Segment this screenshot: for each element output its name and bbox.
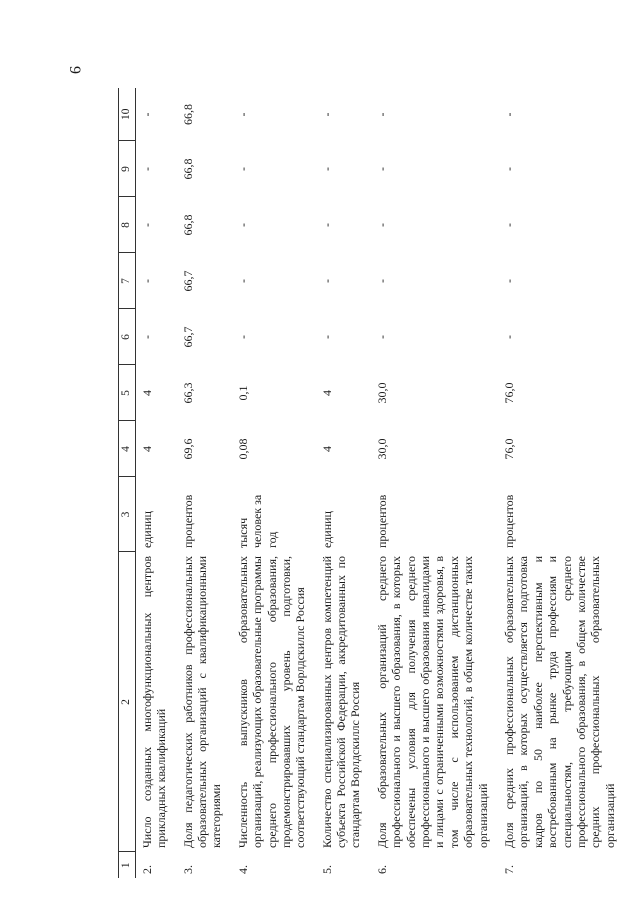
value-cell: - (139, 335, 154, 339)
value-cell: - (235, 279, 250, 283)
value-cell: - (139, 112, 154, 117)
column-header: 2 (119, 552, 136, 852)
value-cell: - (319, 112, 334, 117)
column-header: 7 (119, 253, 136, 309)
row-number: 7. (502, 865, 516, 874)
table-row (226, 88, 310, 878)
indicator-name: Количество специализированных центров компетенций субъекта Российской Федерации, аккредитованных по стандартам Ворлдскиллс Россия (319, 556, 363, 848)
rotated-table-container (118, 88, 617, 878)
value-cell: 66,8 (180, 104, 195, 125)
unit-cell: процентов (180, 494, 195, 548)
value-cell: - (139, 279, 154, 283)
table-header-row (119, 88, 136, 878)
indicator-name: Численность выпускников образовательных организаций, реализующих образовательные программы среднего профессионального образования, продемонстрировавших уровень подготовки, соответствующий стандартам Ворлдскиллс Россия (235, 556, 308, 848)
value-cell: - (502, 167, 516, 171)
indicator-name: Доля средних профессиональных образовательных организаций, в которых осуществляется подготовка кадров по 50 наиболее перспективным и востребованным на рынке труда профессиям и специальностям, требующим среднего профессионального образования, в общем количестве средних профессиональных образовательных организаций (502, 556, 617, 848)
column-header: 8 (119, 197, 136, 253)
value-cell: - (502, 112, 516, 117)
value-cell: - (502, 223, 516, 227)
value-cell: - (235, 167, 250, 171)
column-header: 10 (119, 88, 136, 141)
value-cell: 66,7 (180, 326, 195, 348)
value-cell: 66,8 (180, 158, 195, 180)
value-cell: 30,0 (374, 382, 389, 404)
table-row (310, 88, 365, 878)
column-header: 9 (119, 141, 136, 197)
column-header: 5 (119, 365, 136, 421)
value-cell: - (502, 279, 516, 283)
row-number: 6. (374, 865, 389, 874)
column-header: 6 (119, 309, 136, 365)
table-row (365, 88, 492, 878)
table-row (171, 88, 226, 878)
row-number: 2. (139, 865, 154, 874)
column-header: 4 (119, 421, 136, 477)
unit-cell: процентов (374, 494, 389, 548)
value-cell: 76,0 (502, 382, 516, 404)
value-cell: - (139, 223, 154, 227)
indicator-name: Доля образовательных организаций среднего профессионального и высшего образования, в которых обеспечены условия для получения среднего профессионального и высшего образования инвалидами и лицами с ограниченными возможностями здоровья, в том числе с использованием дистанционных образовательных технологий, в общем количестве таких организаций (374, 556, 490, 848)
value-cell: 66,8 (180, 214, 195, 236)
column-header: 1 (119, 852, 136, 878)
value-cell: 66,3 (180, 382, 195, 404)
value-cell: - (374, 279, 389, 283)
value-cell: 4 (319, 446, 334, 452)
value-cell: - (374, 112, 389, 117)
value-cell: - (139, 167, 154, 171)
value-cell: 0,1 (235, 385, 250, 401)
value-cell: - (319, 167, 334, 171)
value-cell: - (235, 112, 250, 117)
unit-cell: процентов (502, 494, 516, 548)
value-cell: - (374, 335, 389, 339)
value-cell: - (374, 223, 389, 227)
value-cell: 4 (139, 446, 154, 452)
unit-cell: единиц (319, 511, 334, 548)
value-cell: - (235, 335, 250, 339)
value-cell: 4 (319, 390, 334, 396)
value-cell: 66,7 (180, 270, 195, 292)
value-cell: - (502, 335, 516, 339)
value-cell: 69,6 (180, 438, 195, 460)
row-number: 3. (180, 865, 195, 874)
unit-cell: тысяч человек за год (235, 494, 279, 548)
indicator-name: Доля педагогических работников профессиональных образовательных организаций с квалификационными категориями (180, 556, 224, 848)
value-cell: - (319, 335, 334, 339)
value-cell: 4 (139, 390, 154, 396)
value-cell: 0,08 (235, 438, 250, 460)
indicators-table (118, 88, 619, 878)
value-cell: - (374, 167, 389, 171)
row-number: 4. (235, 865, 250, 874)
value-cell: 30,0 (374, 438, 389, 460)
page-number: 9 (66, 66, 83, 74)
unit-cell: единиц (139, 511, 154, 548)
table-row (492, 88, 619, 878)
value-cell: - (235, 223, 250, 227)
table-row (135, 88, 170, 878)
value-cell: - (319, 223, 334, 227)
column-header: 3 (119, 477, 136, 552)
indicator-name: Число созданных многофункциональных центров прикладных квалификаций (139, 556, 169, 848)
value-cell: - (319, 279, 334, 283)
row-number: 5. (319, 865, 334, 874)
value-cell: 76,0 (502, 438, 516, 460)
